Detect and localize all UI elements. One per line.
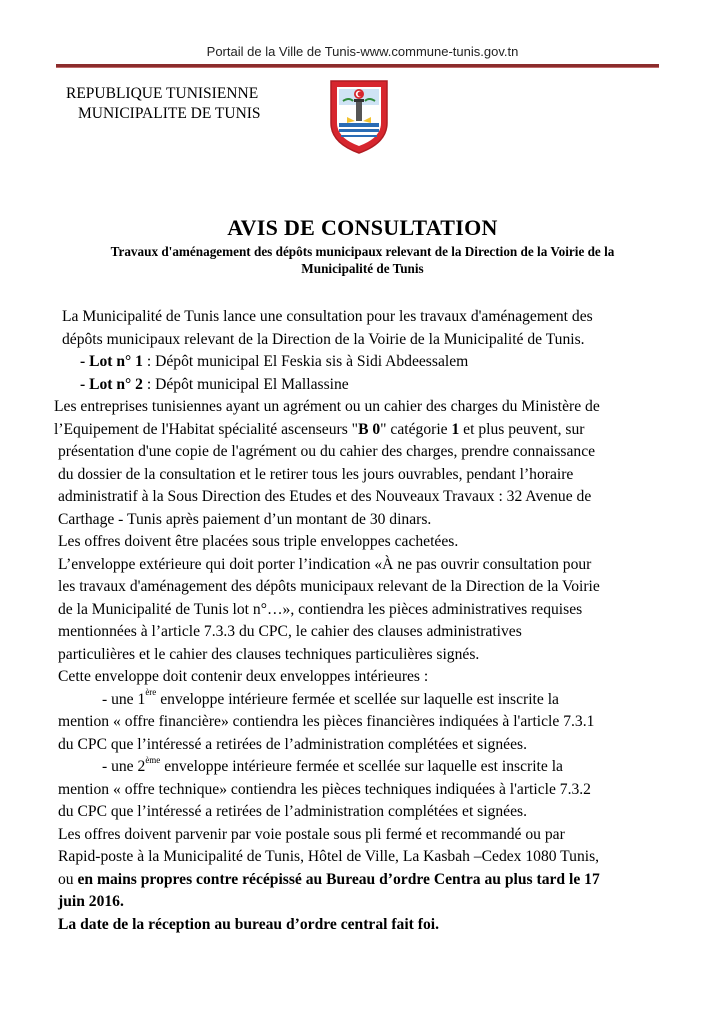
- municipality-emblem-icon: [327, 77, 391, 155]
- offers-sealed-line: Les offres doivent être placées sous triple enveloppes cachetées.: [58, 533, 459, 550]
- technical-envelope-line-1: [58, 756, 658, 779]
- lot-2: [58, 374, 658, 397]
- financial-envelope-line-1: [58, 689, 658, 712]
- lot-2-text: : Dépôt municipal El Mallassine: [142, 375, 349, 393]
- intro-line-2: dépôts municipaux relevant de la Direction de la Voirie de la Municipalité de Tunis.: [62, 330, 585, 348]
- technical-envelope-prefix: - une 2: [102, 758, 146, 775]
- subtitle-line-2: Municipalité de Tunis: [301, 261, 424, 276]
- lot-1-text: : Dépôt municipal El Feskia sis à Sidi Abdeessalem: [142, 353, 469, 370]
- portal-header: Portail de la Ville de Tunis-www.commune-tunis.gov.tn: [206, 44, 519, 59]
- envelope-line-5: particulières et le cahier des clauses techniques particulières signés.: [58, 645, 480, 663]
- envelope-line-2: les travaux d'aménagement des dépôts municipaux relevant de la Direction de la Voirie: [58, 578, 600, 595]
- financial-envelope-line-3: du CPC que l’intéressé a retirées de l’administration complétées et signées.: [58, 735, 527, 753]
- delivery-line-2: Rapid-poste à la Municipalité de Tunis, Hôtel de Ville, La Kasbah –Cedex 1080 Tunis,: [58, 848, 600, 865]
- document-subtitle: [80, 243, 645, 277]
- financial-envelope-ordinal: ère: [145, 687, 157, 698]
- eligibility-text-a: l’Equipement de l'Habitat spécialité ascenseurs ": [54, 420, 359, 438]
- header-divider: [56, 64, 659, 68]
- inner-envelopes-intro: Cette enveloppe doit contenir deux enveloppes intérieures :: [58, 668, 429, 685]
- document-title: AVIS DE CONSULTATION: [227, 215, 498, 240]
- subtitle-line-1: Travaux d'aménagement des dépôts municipaux relevant de la Direction de la Voirie de la: [110, 244, 615, 259]
- technical-envelope-text: enveloppe intérieure fermée et scellée sur laquelle est inscrite la: [160, 758, 563, 775]
- envelope-line-1: L’enveloppe extérieure qui doit porter l’indication «À ne pas ouvrir consultation pour: [58, 555, 592, 573]
- financial-envelope-prefix: - une 1: [102, 690, 146, 708]
- delivery-deadline: en mains propres contre récépissé au Bureau d’ordre Centra au plus tard le 17: [77, 870, 600, 888]
- eligibility-line-4: du dossier de la consultation et le retirer tous les jours ouvrables, pendant l’horaire: [58, 465, 574, 483]
- envelope-line-4: mentionnées à l’article 7.3.3 du CPC, le cahier des clauses administratives: [58, 623, 522, 640]
- lot-1-label: - Lot n° 1: [80, 353, 143, 370]
- final-notice: La date de la réception au bureau d’ordre central fait foi.: [58, 915, 439, 933]
- organization-block: [66, 84, 261, 124]
- financial-envelope-text: enveloppe intérieure fermée et scellée sur laquelle est inscrite la: [156, 690, 559, 708]
- eligibility-line-5: administratif à la Sous Direction des Etudes et des Nouveaux Travaux : 32 Avenue de: [58, 488, 592, 505]
- eligibility-grade: B 0: [358, 420, 381, 438]
- org-line-municipality: MUNICIPALITE DE TUNIS: [78, 105, 261, 122]
- eligibility-text-e: et plus peuvent, sur: [459, 420, 585, 438]
- eligibility-line-2: [54, 419, 658, 442]
- technical-envelope-line-3: du CPC que l’intéressé a retirées de l’administration complétées et signées.: [58, 803, 527, 820]
- lot-2-label: - Lot n° 2: [80, 375, 143, 393]
- eligibility-line-1: Les entreprises tunisiennes ayant un agrément ou un cahier des charges du Ministère de: [54, 398, 600, 415]
- delivery-line-1: Les offres doivent parvenir par voie postale sous pli fermé et recommandé ou par: [58, 825, 565, 843]
- eligibility-text-c: " catégorie: [380, 420, 452, 438]
- org-line-republic: REPUBLIQUE TUNISIENNE: [66, 85, 259, 102]
- delivery-line-3: [58, 869, 658, 892]
- eligibility-line-3: présentation d'une copie de l'agrément ou du cahier des charges, prendre connaissance: [58, 443, 596, 460]
- technical-envelope-line-2: mention « offre technique» contiendra les pièces techniques indiquées à l'article 7.3.2: [58, 780, 591, 798]
- delivery-prefix: ou: [58, 870, 78, 888]
- financial-envelope-line-2: mention « offre financière» contiendra les pièces financières indiquées à l'article 7.3.1: [58, 713, 595, 730]
- technical-envelope-ordinal: ème: [145, 754, 161, 765]
- lot-1: [58, 351, 658, 374]
- notice-body: [54, 306, 658, 936]
- eligibility-line-6: Carthage - Tunis après paiement d’un montant de 30 dinars.: [58, 510, 432, 528]
- deadline-date: juin 2016.: [58, 893, 124, 910]
- eligibility-category: 1: [451, 420, 460, 438]
- envelope-line-3: de la Municipalité de Tunis lot n°…», contiendra les pièces administratives requises: [58, 600, 583, 618]
- intro-line-1: La Municipalité de Tunis lance une consultation pour les travaux d'aménagement des: [62, 308, 593, 325]
